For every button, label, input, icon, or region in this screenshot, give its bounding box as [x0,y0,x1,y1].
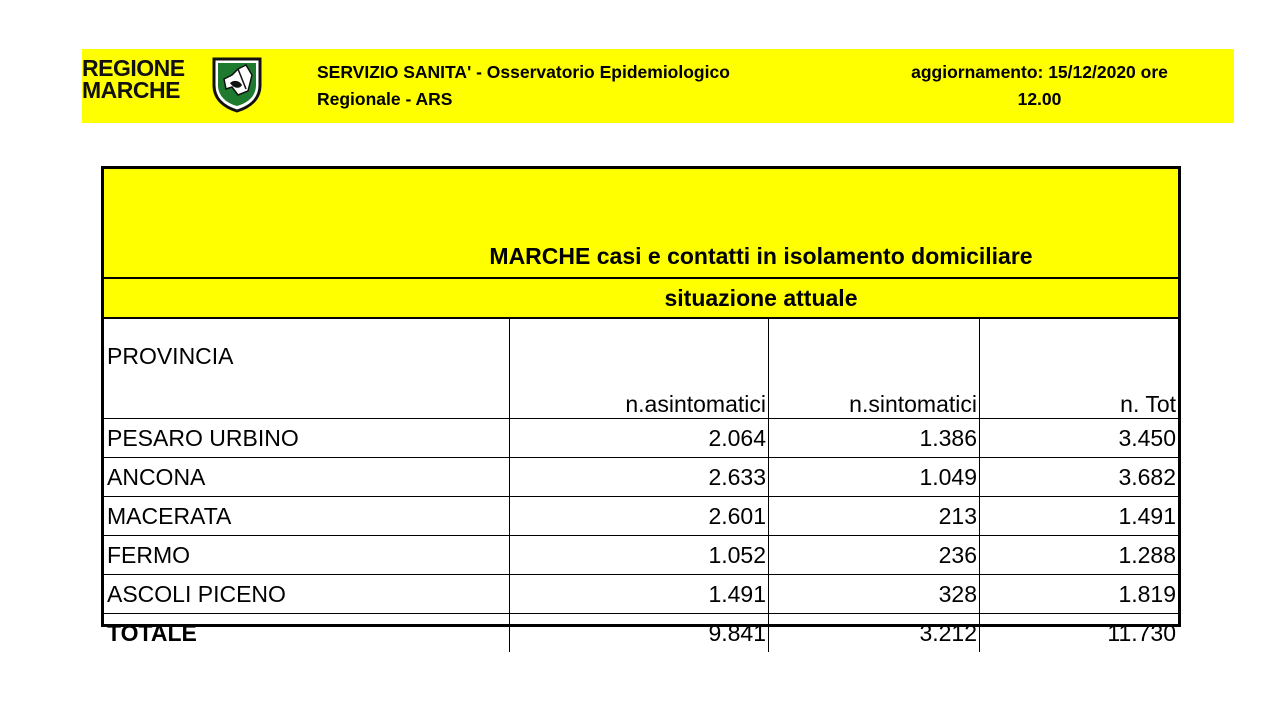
cell-asintomatici: 1.491 [510,575,769,614]
cell-total-sintomatici: 3.212 [769,614,980,653]
cell-provincia: ANCONA [104,458,510,497]
table-row [104,536,1178,575]
table-title: MARCHE casi e contatti in isolamento domiciliare [489,243,1033,269]
isolation-table-frame [101,166,1181,646]
table-row [104,419,1178,458]
organization-name [317,59,837,113]
column-header-sintomatici: n.sintomatici [769,319,980,419]
cell-totale: 1.491 [980,497,1179,536]
cell-asintomatici: 2.633 [510,458,769,497]
logo-line-2: MARCHE [82,77,180,103]
cell-provincia: FERMO [104,536,510,575]
table-subtitle: situazione attuale [664,285,858,311]
column-header-totale: n. Tot [980,319,1179,419]
logo-line-1: REGIONE [82,55,185,81]
cell-totale: 3.450 [980,419,1179,458]
cell-sintomatici: 328 [769,575,980,614]
cell-provincia: ASCOLI PICENO [104,575,510,614]
update-timestamp [867,59,1212,113]
total-row [104,614,1178,653]
province-data-table [104,319,1178,652]
column-header-asintomatici: n.asintomatici [510,319,769,419]
cell-asintomatici: 2.601 [510,497,769,536]
cell-asintomatici: 1.052 [510,536,769,575]
table-row [104,575,1178,614]
organization-line-1: SERVIZIO SANITA' - Osservatorio Epidemiologico [317,62,730,82]
cell-sintomatici: 236 [769,536,980,575]
organization-line-2: Regionale - ARS [317,89,453,109]
cell-asintomatici: 2.064 [510,419,769,458]
cell-totale: 1.819 [980,575,1179,614]
cell-totale: 1.288 [980,536,1179,575]
cell-total-asintomatici: 9.841 [510,614,769,653]
table-row [104,458,1178,497]
cell-sintomatici: 213 [769,497,980,536]
update-line-2: 12.00 [1017,89,1062,109]
cell-provincia: PESARO URBINO [104,419,510,458]
table-row [104,497,1178,536]
regione-marche-shield-icon [208,55,266,113]
cell-total-label: TOTALE [104,614,510,653]
table-title-box [104,169,1178,279]
cell-provincia: MACERATA [104,497,510,536]
region-logo-text [82,57,185,101]
header-banner [82,49,1234,123]
table-subtitle-box [104,279,1178,319]
column-header-provincia: PROVINCIA [104,319,510,419]
cell-sintomatici: 1.386 [769,419,980,458]
cell-sintomatici: 1.049 [769,458,980,497]
header-row [104,319,1178,419]
cell-totale: 3.682 [980,458,1179,497]
cell-total-totale: 11.730 [980,614,1179,653]
update-line-1: aggiornamento: 15/12/2020 ore [911,62,1168,82]
